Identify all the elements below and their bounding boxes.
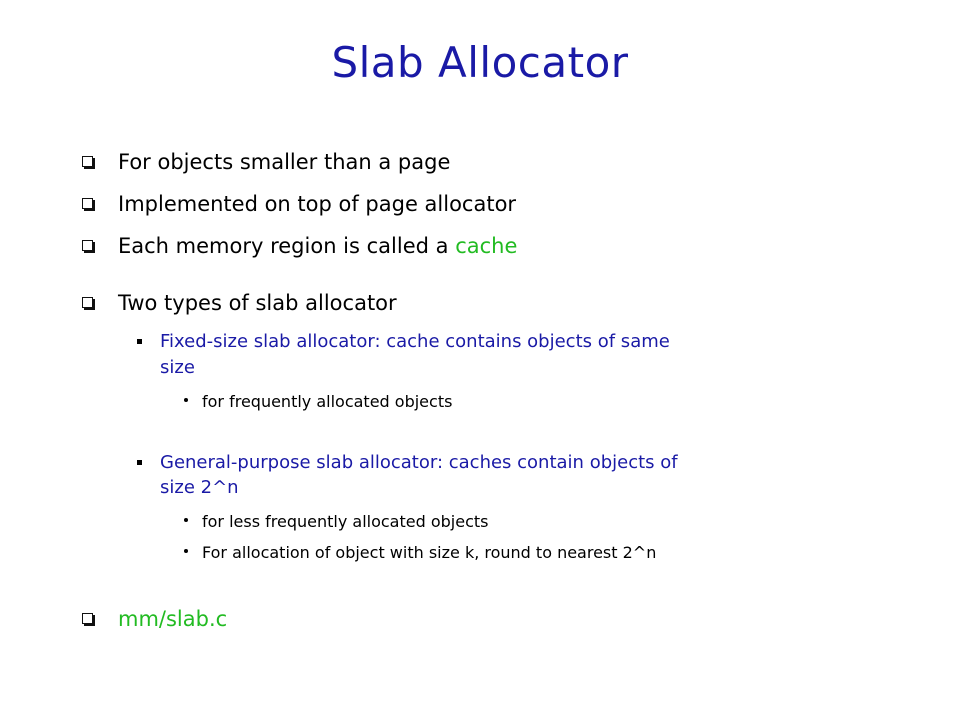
filled-square-bullet-icon xyxy=(137,339,142,344)
hollow-square-bullet-icon xyxy=(82,613,93,624)
subsub-text: For allocation of object with size k, round to nearest 2^n xyxy=(202,543,657,562)
subbullet-general-purpose-line1 xyxy=(160,451,678,475)
bullet-page-allocator xyxy=(118,191,516,217)
bullet-text: Each memory region is called a xyxy=(118,234,456,258)
bullet-source-file xyxy=(118,606,227,632)
subbullet-fixed-size-line1 xyxy=(160,330,670,354)
bullet-types-heading xyxy=(118,290,397,316)
source-file-link: mm/slab.c xyxy=(118,607,228,631)
bullet-text: Two types of slab allocator xyxy=(118,291,397,315)
dot-bullet-icon xyxy=(184,549,188,553)
subbullet-text: size 2^n xyxy=(160,477,239,498)
subsub-frequent xyxy=(202,392,452,412)
subbullet-fixed-size-line2 xyxy=(160,356,195,380)
bullet-small-objects xyxy=(118,149,450,175)
hollow-square-bullet-icon xyxy=(82,198,93,209)
subbullet-text: Fixed-size slab allocator: cache contains objects of same xyxy=(160,331,670,352)
subbullet-text: General-purpose slab allocator: caches contain objects of xyxy=(160,452,678,473)
bullet-text: For objects smaller than a page xyxy=(118,150,451,174)
subbullet-text: size xyxy=(160,357,195,378)
subsub-text: for less frequently allocated objects xyxy=(202,512,489,531)
filled-square-bullet-icon xyxy=(137,460,142,465)
dot-bullet-icon xyxy=(184,398,188,402)
hollow-square-bullet-icon xyxy=(82,297,93,308)
slide-title: Slab Allocator xyxy=(331,38,629,87)
bullet-text: Implemented on top of page allocator xyxy=(118,192,517,216)
hollow-square-bullet-icon xyxy=(82,156,93,167)
hollow-square-bullet-icon xyxy=(82,240,93,251)
bullet-cache xyxy=(118,233,517,259)
subsub-text: for frequently allocated objects xyxy=(202,392,453,411)
cache-highlight: cache xyxy=(455,234,518,258)
dot-bullet-icon xyxy=(184,518,188,522)
subsub-round-nearest xyxy=(202,543,656,563)
subsub-less-frequent xyxy=(202,512,488,532)
subbullet-general-purpose-line2 xyxy=(160,476,239,500)
